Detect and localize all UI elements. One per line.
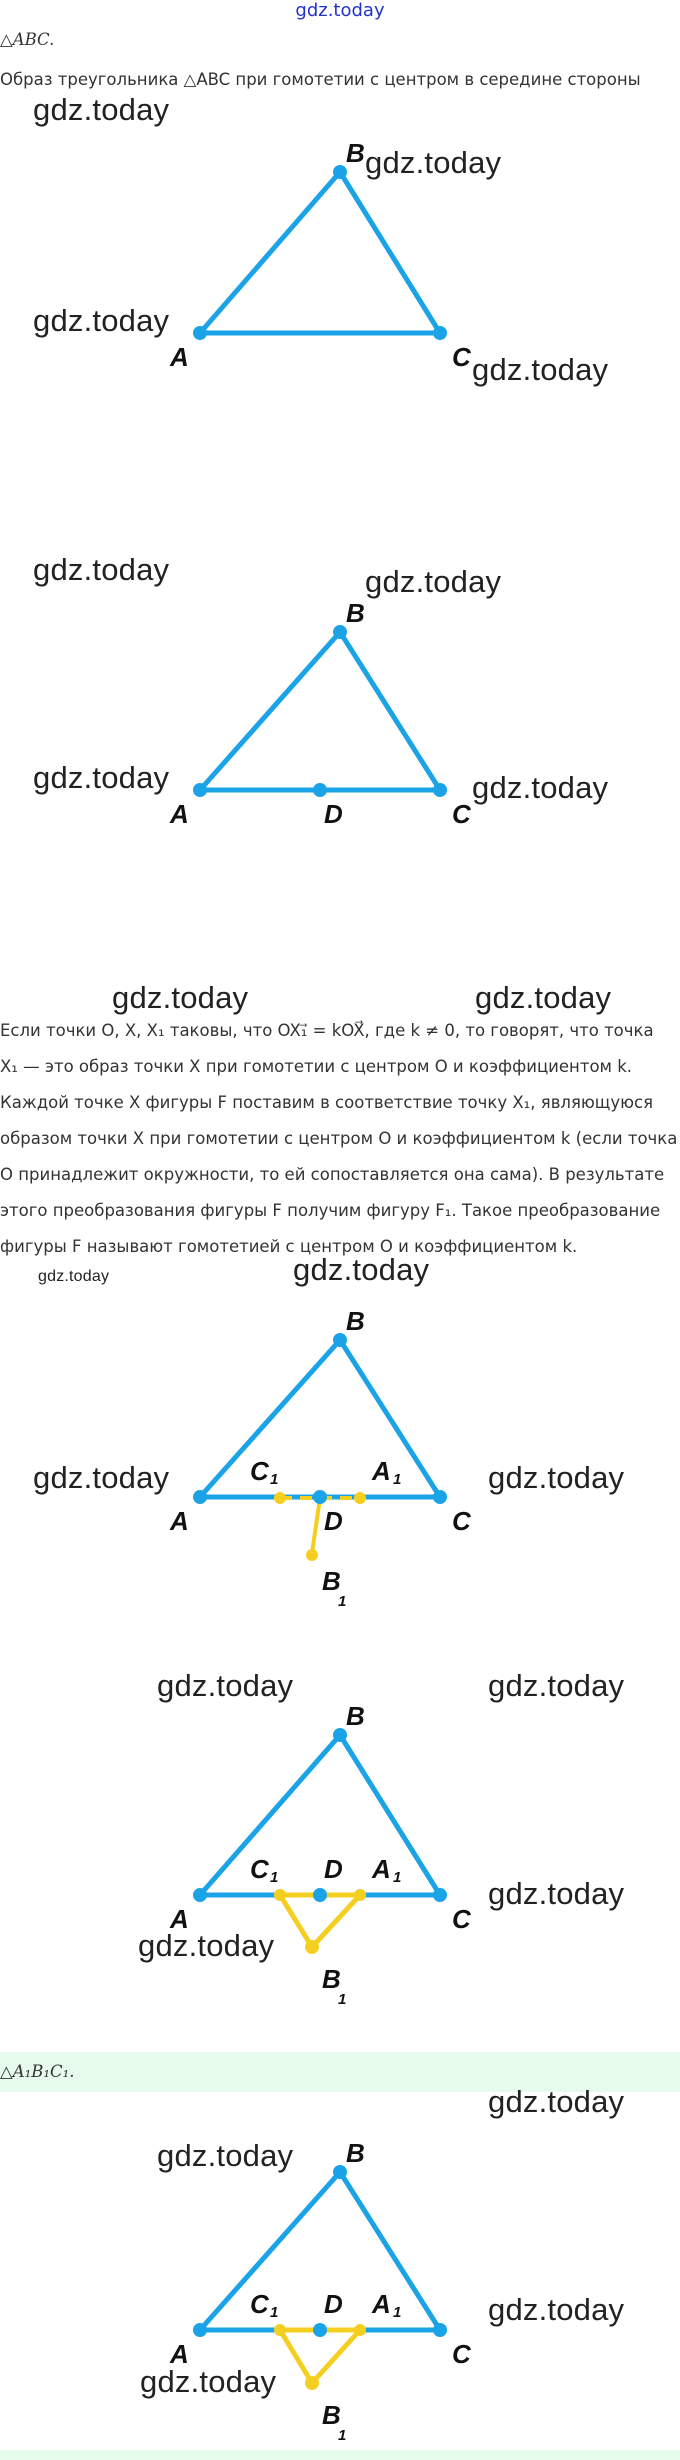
point-b	[333, 1333, 347, 1347]
label-b1-index: 1	[338, 1991, 347, 2008]
point-c	[433, 1888, 447, 1902]
triangle-abc	[200, 1340, 440, 1497]
watermark: gdz.today	[33, 552, 170, 587]
label-d: D	[324, 1854, 343, 1884]
label-c: C	[452, 1506, 471, 1536]
label-b1: B	[322, 2400, 341, 2430]
label-b: B	[346, 600, 365, 628]
site-link[interactable]: gdz.today	[295, 0, 385, 21]
label-a: A	[170, 342, 189, 372]
watermark: gdz.today	[472, 770, 609, 805]
label-a1: A	[372, 2289, 391, 2319]
point-b	[333, 2165, 347, 2179]
label-a: A	[170, 799, 189, 829]
figure-caption: Образ треугольника △ABC при гомотетии с центром в середине стороны	[0, 70, 641, 89]
label-c1: C	[250, 1854, 269, 1884]
figure-result-triangle	[150, 2140, 490, 2460]
watermark: gdz.today	[38, 1268, 110, 1285]
point-b1	[305, 2376, 319, 2390]
label-a1: A	[372, 1456, 391, 1486]
point-c	[433, 326, 447, 340]
label-a: A	[170, 1904, 189, 1934]
label-b: B	[346, 140, 365, 168]
triangle-abc	[200, 1735, 440, 1895]
definition-line: X₁ — это образ точки X при гомотетии с центром O и коэффициентом k.	[0, 1057, 633, 1076]
label-a: A	[170, 1506, 189, 1536]
point-c	[433, 783, 447, 797]
label-b1-index: 1	[338, 1593, 347, 1610]
label-c1: C	[250, 2289, 269, 2319]
watermark: gdz.today	[138, 1928, 275, 1963]
watermark: gdz.today	[157, 2138, 294, 2173]
label-c1-index: 1	[270, 2304, 279, 2321]
figure-image-triangle	[150, 1700, 490, 2020]
watermark: gdz.today	[33, 303, 170, 338]
point-a	[193, 1490, 207, 1504]
label-b: B	[346, 1701, 365, 1731]
bottom-highlight	[0, 2450, 680, 2460]
triangle-a1b1c1	[280, 2330, 360, 2383]
point-c1	[274, 2324, 286, 2336]
definition-line: образом точки X при гомотетии с центром O и коэффициентом k (если точка	[0, 1129, 678, 1148]
watermark: gdz.today	[140, 2364, 277, 2399]
label-c: C	[452, 342, 471, 372]
watermark: gdz.today	[293, 1252, 430, 1287]
point-d	[313, 1888, 327, 1902]
watermark: gdz.today	[33, 92, 170, 127]
watermark: gdz.today	[112, 980, 249, 1015]
watermark: gdz.today	[488, 1668, 625, 1703]
point-d	[313, 2323, 327, 2337]
triangle-abc	[200, 2172, 440, 2330]
label-d: D	[324, 2289, 343, 2319]
label-c: C	[452, 1904, 471, 1934]
point-d	[313, 1490, 327, 1504]
definition-paragraph	[0, 1013, 680, 1265]
figure-triangle-abc-midpoint	[150, 600, 490, 840]
point-b	[333, 1728, 347, 1742]
watermark: gdz.today	[33, 760, 170, 795]
watermark: gdz.today	[488, 2084, 625, 2119]
label-b: B	[346, 1306, 365, 1336]
watermark: gdz.today	[157, 1668, 294, 1703]
watermark: gdz.today	[488, 2292, 625, 2327]
watermark: gdz.today	[488, 1876, 625, 1911]
point-a	[193, 326, 207, 340]
point-a1	[354, 1492, 366, 1504]
label-b1: B	[322, 1964, 341, 1994]
watermark: gdz.today	[365, 145, 502, 180]
triangle-a1b1c1	[280, 1895, 360, 1947]
label-c1: C	[250, 1456, 269, 1486]
label-a1-index: 1	[393, 1869, 402, 1886]
definition-line: этого преобразования фигуры F получим фигуру F₁. Такое преобразование	[0, 1201, 661, 1220]
definition-line: Если точки O, X, X₁ таковы, что OX₁⃗ = kOX⃗, где k ≠ 0, то говорят, что точка	[0, 1021, 654, 1040]
watermark: gdz.today	[472, 352, 609, 387]
watermark: gdz.today	[475, 980, 612, 1015]
point-c	[433, 1490, 447, 1504]
label-b: B	[346, 2140, 365, 2168]
watermark: gdz.today	[365, 564, 502, 599]
label-a1: A	[372, 1854, 391, 1884]
label-d: D	[324, 1506, 343, 1536]
segment-d-b1	[312, 1498, 320, 1553]
label-c1-index: 1	[270, 1869, 279, 1886]
triangle-abc	[200, 632, 440, 790]
label-c: C	[452, 2339, 471, 2369]
definition-line: Каждой точке X фигуры F поставим в соответствие точку X₁, являющуюся	[0, 1093, 653, 1112]
definition-line: фигуры F называют гомотетией с центром O и коэффициентом k.	[0, 1237, 578, 1256]
label-d: D	[324, 799, 343, 829]
label-b1-index: 1	[338, 2427, 347, 2444]
label-a: A	[170, 2339, 189, 2369]
figure-homothety-construction	[150, 1300, 490, 1620]
triangle-notation: △ABC.	[0, 30, 55, 49]
label-c1-index: 1	[270, 1471, 279, 1488]
label-c: C	[452, 799, 471, 829]
point-d	[313, 783, 327, 797]
label-a1-index: 1	[393, 2304, 402, 2321]
watermark: gdz.today	[33, 1460, 170, 1495]
point-b	[333, 625, 347, 639]
point-b1	[305, 1940, 319, 1954]
watermark: gdz.today	[488, 1460, 625, 1495]
point-c1	[274, 1492, 286, 1504]
point-a	[193, 783, 207, 797]
point-a1	[354, 2324, 366, 2336]
label-a1-index: 1	[393, 1471, 402, 1488]
definition-line: O принадлежит окружности, то ей сопоставляется она сама). В результате	[0, 1165, 665, 1184]
label-b1: B	[322, 1566, 341, 1596]
point-a	[193, 2323, 207, 2337]
point-c1	[274, 1889, 286, 1901]
result-triangle-notation: △A₁B₁C₁.	[0, 2062, 75, 2081]
point-b1	[306, 1549, 318, 1561]
triangle-abc	[200, 172, 440, 333]
point-a	[193, 1888, 207, 1902]
point-c	[433, 2323, 447, 2337]
point-a1	[354, 1889, 366, 1901]
point-b	[333, 165, 347, 179]
